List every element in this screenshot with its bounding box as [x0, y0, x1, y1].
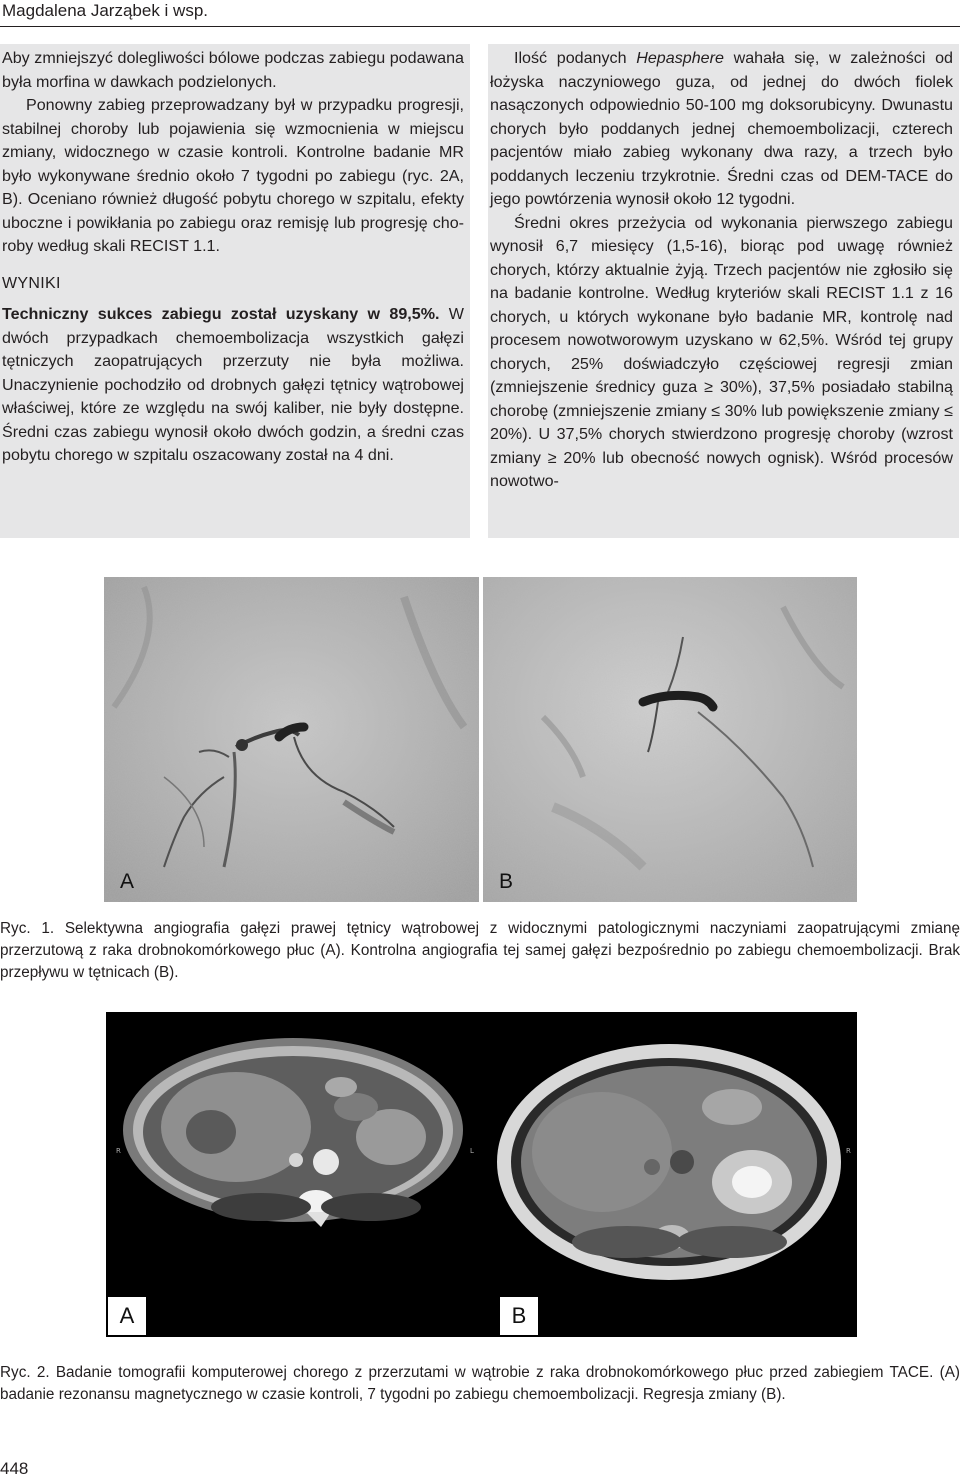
- paragraph-morphine: Aby zmniejszyć dolegliwości bólowe podczas zabiegu podawana była morfina w dawkach podzielonych.: [2, 49, 464, 91]
- right-text-column: [488, 44, 959, 538]
- orientation-left-label: L: [470, 1147, 474, 1155]
- orientation-label-mri: R: [846, 1147, 851, 1155]
- ct-scan-image: [106, 1012, 481, 1337]
- angiography-image-b: [483, 577, 857, 902]
- left-text-column: [0, 44, 470, 538]
- mri-panel-b: [482, 1012, 857, 1337]
- running-header: [0, 0, 960, 26]
- angiography-panel-a: [104, 577, 479, 902]
- paragraph-survival: Średni okres przeżycia od wykonania pierwszego zabiegu wynosił 6,7 miesięcy (1,5-16), biorąc pod uwagę również chorych, którzy aktualnie żyją. Trzech pacjentów nie zgłosiło się na badanie kontrolne. Według kryteriów skali RECIST 1.1 z 16 chorych, u których wykonane było badanie MR, kontrolę nad procesem nowotworowym uzyskano w 62,5%. Wśród tej grupy chorych, 25% doświadczyło częściowej regresji zmian (zmniejszenie średnicy guza ≥ 30%), 37,5% posiadało stabilną chorobę (zmniejszenie zmiany ≤ 30% lub powiększenie zmiany ≤ 20%). U 37,5% chorych stwierdzono progresję choroby (wzrost zmiany ≥ 20% lub obecność nowych ognisk). Wśród procesów nowotwo-: [490, 213, 953, 490]
- running-title: Magdalena Jarząbek i wsp.: [2, 1, 209, 20]
- mri-scan-image: [482, 1012, 857, 1337]
- panel-label-a: A: [120, 870, 135, 893]
- results-text: W dwóch przypadkach chemoembolizacja wszystkich gałęzi tętniczych zaopatrujących przerzuty nie była możliwa. Unaczynienie pochodziło od drobnych gałęzi tętnicy wątrobowej właściwej, które ze względu na swój kaliber, nie były dostępne. Średni czas zabiegu wynosił około dwóch godzin, a średni czas pobytu chorego w szpitalu oszacowany został na 4 dni.: [2, 305, 464, 464]
- paragraph-hepasphere: [490, 47, 953, 212]
- panel-label-b: B: [500, 1297, 538, 1335]
- figure-1-caption: Ryc. 1. Selektywna angiografia gałęzi prawej tętnicy wątrobowej z widocznymi patologicznymi naczyniami zaopatrującymi zmianę przerzutową z raka drobnokomórkowego płuc (A). Kontrolna angiografia tej samej gałęzi bezpośrednio po zabiegu chemoembolizacji. Brak przepływu w tętnicach (B).: [0, 920, 960, 981]
- panel-label-b: B: [499, 870, 514, 893]
- hepasphere-text: wahała się, w zależności od łożyska naczyniowego guza, od jednej do dwóch fiolek nasączonych odpowiednio 50-100 mg doksorubicyny. Dwunastu chorych było poddanych jednej chemoembolizacji, czterech pacjentów miało zabieg wykonany dwa razy, a trzech było poddanych leczeniu trzykrotnie. Średni czas od DEM-TACE do jego powtórzenia wynosił około 12 tygodni.: [490, 49, 953, 208]
- angiography-panel-b: [483, 577, 857, 902]
- page-number: 448: [0, 1459, 29, 1478]
- section-title-results: WYNIKI: [2, 274, 61, 292]
- figure-2-imaging: [106, 1012, 857, 1337]
- panel-label-a: A: [108, 1297, 146, 1335]
- results-bold-statement: Techniczny sukces zabiegu został uzyskany w 89,5%.: [2, 305, 440, 323]
- paragraph-results: [2, 303, 464, 468]
- angiography-image-a: [104, 577, 479, 902]
- paragraph-repeat-procedure: Ponowny zabieg przeprowadzany był w przypadku progresji, stabilnej choroby lub pojawienia się wzmocnienia w miejscu zmiany, widocznego w czasie kontroli. Kontrolne badanie MR było wykonywane średnio około 7 tygodni po zabiegu (ryc. 2A, B). Oceniano również długość pobytu chorego w szpitalu, efekty uboczne i powikłania po zabiegu oraz remisję lub progresję choroby według skali RECIST 1.1.: [2, 96, 464, 255]
- ct-panel-a: [106, 1012, 481, 1337]
- header-rule: [0, 26, 960, 27]
- figure-2-caption: Ryc. 2. Badanie tomografii komputerowej chorego z przerzutami w wątrobie z raka drobnokomórkowego płuc przed zabiegiem TACE. (A) badanie rezonansu magnetycznego w czasie kontroli, 7 tygodni po zabiegu chemoembolizacji. Regresja zmiany (B).: [0, 1364, 960, 1403]
- figure-1-angiography: [104, 577, 857, 902]
- drug-name: Hepasphere: [636, 49, 724, 67]
- hepasphere-lead: Ilość podanych: [514, 49, 627, 67]
- orientation-right-label: R: [116, 1147, 121, 1155]
